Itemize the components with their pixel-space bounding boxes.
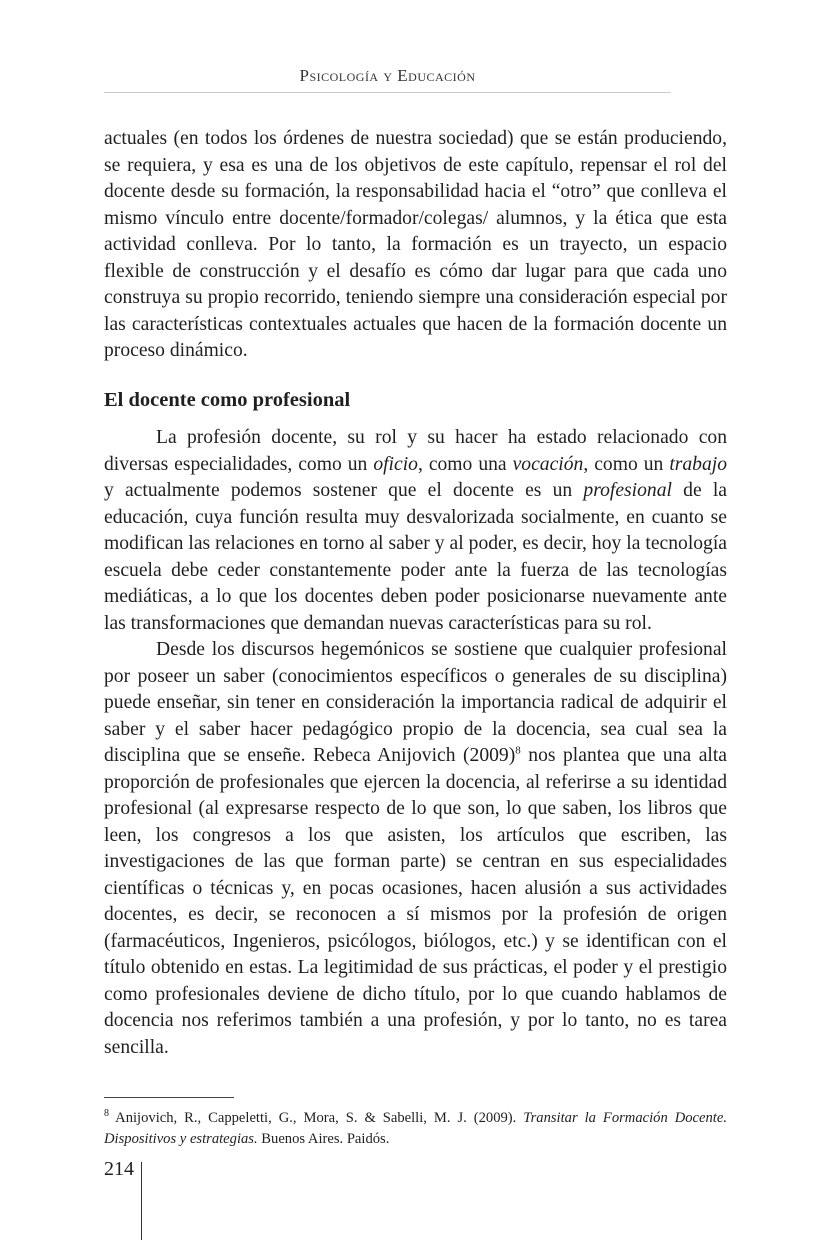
- main-text: [104, 126, 727, 1061]
- term-oficio: oficio: [373, 453, 418, 475]
- header-rule: [104, 92, 671, 93]
- page-number: 214: [104, 1158, 134, 1180]
- paragraph-continued: actuales (en todos los órdenes de nuestra sociedad) que se están produciendo, se requiera, y esa es una de los objetivos de este capítulo, repensar el rol del docente desde su formación, la responsabilidad hacia el “otro” que conlleva el mismo vínculo entre docente/formador/colegas/ alumnos, y la ética que esta actividad conlleva. Por lo tanto, la formación es un trayecto, un espacio flexible de construcción y el desafío es cómo dar lugar para que cada uno construya su propio recorrido, teniendo siempre una consideración especial por las características contextuales actuales que hacen de la formación docente un proceso dinámico.: [104, 128, 727, 361]
- footnote-title: Transitar la Formación Docente. Dispositivos y estrategias.: [104, 1109, 727, 1147]
- running-head-title: Psicología y Educación: [299, 66, 476, 85]
- footnote-marker: 8: [104, 1108, 109, 1119]
- page-number-rule: [141, 1162, 142, 1240]
- term-vocacion: vocación: [512, 453, 584, 475]
- term-profesional: profesional: [583, 480, 672, 501]
- section-paragraph-2: Desde los discursos hegemónicos se sostiene que cualquier profesional por poseer un saber (conocimientos específicos o generales de su disciplina) puede enseñar, sin tener en consideración la importancia radical de adquirir el saber y el saber hacer pedagógico propio de la docencia, sea cual sea la disciplina que se enseñe. Rebeca Anijovich (2009)$^8$ nos plantea que una alta proporción de profesionales que ejercen la docencia, al referirse a su identidad profesional (al expresarse respecto de lo que son, lo que saben, los libros que leen, los congresos a los que asisten, los artículos que escriben, las investigaciones de las que forman parte) se centran en sus especialidades científicas o técnicas y, en pocas ocasiones, hacen alusión a sus actividades docentes, es decir, se reconocen a sí mismos por la profesión de origen (farmacéuticos, Ingenieros, psicólogos, biólogos, etc.) y se identifican con el título obtenido en estas. La legitimidad de sus prácticas, el poder y el prestigio como profesionales deviene de dicho título, por lo que cuando hablamos de docencia nos referimos también a una profesión, y por lo tanto, no es tarea sencilla.: [104, 639, 727, 1058]
- section-heading: El docente como profesional: [104, 388, 351, 411]
- footnote: $^8$ Anijovich, R., Cappeletti, G., Mora, S. & Sabelli, M. J. (2009). Transitar la Formación Docente. Dispositivos y estrategias. Buenos Aires. Paidós.: [104, 1108, 727, 1147]
- footnote-reference[interactable]: 8: [515, 744, 521, 757]
- footnote-rule: [104, 1097, 234, 1098]
- section-paragraph-1: La profesión docente, su rol y su hacer ha estado relacionado con diversas especialidades, como un oficio, como una vocación, como un trabajo y actualmente podemos sostener que el docente es un profesional de la educación, cuya función resulta muy desvalorizada socialmente, en cuanto se modifican las relaciones en torno al saber y al poder, es decir, hoy la tecnología escuela debe ceder constantemente poder ante la fuerza de las tecnologías mediáticas, a lo que los docentes deben poder posicionarse nuevamente ante las transformaciones que demandan nuevas características para su rol.: [104, 427, 728, 634]
- term-trabajo: trabajo: [669, 453, 728, 475]
